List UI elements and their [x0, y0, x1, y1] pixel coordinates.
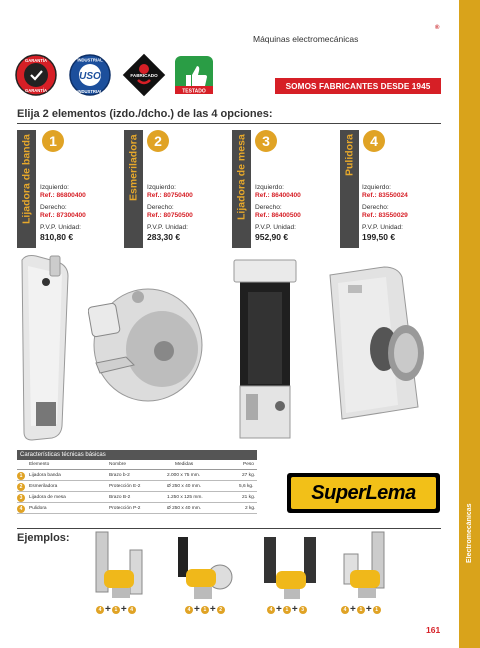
option-4-price-label: P.V.P. Unidad: — [362, 223, 403, 231]
industrial-text-top: INDUSTRIAL — [77, 57, 103, 63]
option-2-left-ref: Ref.: 80750400 — [147, 191, 193, 199]
plus-icon: + — [365, 603, 372, 615]
row-number: 2 — [17, 483, 25, 491]
example-2-photo — [170, 533, 236, 603]
combo-right: 2 — [217, 606, 225, 614]
garantia-badge-icon — [14, 53, 58, 97]
combo-left: 4 — [267, 606, 275, 614]
combo-left: 4 — [96, 606, 104, 614]
row-peso: 2 kg. — [245, 506, 256, 511]
option-4-number: 4 — [363, 130, 385, 152]
row-nombre: Brazo b-2 — [109, 473, 130, 478]
garantia-text-bottom: GARANTÍA — [24, 88, 48, 93]
option-3-right-label: Derecho: — [255, 203, 282, 211]
grinder-photo — [88, 283, 206, 415]
combo-center: 1 — [357, 606, 365, 614]
example-1-photo — [90, 530, 152, 602]
combo-right: 3 — [299, 606, 307, 614]
uso-industrial-badge-icon — [68, 53, 112, 97]
row-medidas: 2.000 x 75 mm. — [167, 473, 201, 478]
polisher-photo — [320, 263, 444, 427]
table-row — [17, 482, 257, 492]
example-3-photo — [256, 533, 326, 603]
registered-mark: ® — [435, 25, 440, 31]
row-nombre: Brazo B-2 — [109, 495, 131, 500]
option-4-right-label: Derecho: — [362, 203, 389, 211]
row-elemento: Esmeriladora — [29, 484, 58, 489]
option-4-price: 199,50 € — [362, 231, 396, 242]
option-3-left-label: Izquierdo: — [255, 184, 284, 191]
option-2-tab — [124, 130, 143, 248]
specs-header: Características técnicas básicas — [17, 450, 257, 460]
option-4-details — [362, 184, 408, 242]
combo-left: 4 — [185, 606, 193, 614]
plus-icon: + — [194, 603, 200, 615]
main-heading: Elija 2 elementos (izdo./dcho.) de las 4 opciones: — [17, 108, 273, 120]
option-2-right-ref: Ref.: 80750500 — [147, 211, 193, 219]
example-2-combo — [185, 604, 225, 615]
option-4-right-ref: Ref.: 83550029 — [362, 211, 408, 219]
row-elemento: Lijadora banda — [29, 473, 61, 478]
fabricantes-banner: SOMOS FABRICANTES DESDE 1945 — [275, 78, 441, 94]
option-3-number: 3 — [255, 130, 277, 152]
example-1-combo — [96, 604, 136, 615]
row-peso: 21 kg. — [242, 495, 256, 500]
belt-sander-photo — [14, 252, 74, 442]
combo-right: 1 — [373, 606, 381, 614]
fabricado-text: FABRICADO — [130, 73, 158, 78]
table-sander-photo — [232, 256, 298, 442]
option-1-left-label: Izquierdo: — [40, 184, 69, 191]
plus-icon: + — [291, 603, 298, 615]
option-4-left-label: Izquierdo: — [362, 184, 391, 191]
row-number: 1 — [17, 472, 25, 480]
testado-badge-icon — [172, 53, 216, 97]
row-nombre: Protección E-2 — [109, 484, 141, 489]
option-3-price: 952,90 € — [255, 231, 289, 242]
testado-text: TESTADO — [182, 88, 206, 95]
option-3-left-ref: Ref.: 86400400 — [255, 191, 301, 199]
option-2-price-label: P.V.P. Unidad: — [147, 223, 188, 231]
combo-center: 1 — [201, 606, 209, 614]
combo-center: 1 — [283, 606, 291, 614]
option-2-number: 2 — [147, 130, 169, 152]
page-number: 161 — [426, 625, 441, 635]
row-medidas: Ø 250 x 40 mm. — [167, 484, 202, 489]
plus-icon: + — [120, 603, 127, 615]
uso-text: USO — [79, 71, 101, 82]
option-2-left-label: Izquierdo: — [147, 184, 176, 191]
plus-icon: + — [105, 603, 111, 615]
option-1-left-ref: Ref.: 86800400 — [40, 191, 86, 199]
plus-icon: + — [209, 603, 216, 615]
row-number: 3 — [17, 494, 25, 502]
option-4-tab — [340, 130, 359, 248]
table-row — [17, 504, 257, 514]
option-4-name: Pulidora — [343, 134, 356, 177]
option-1-right-label: Derecho: — [40, 203, 67, 211]
row-number: 4 — [17, 505, 25, 513]
option-3-price-label: P.V.P. Unidad: — [255, 223, 296, 231]
combo-right: 4 — [128, 606, 136, 614]
option-1-price-label: P.V.P. Unidad: — [40, 223, 81, 231]
option-1-tab — [17, 130, 36, 248]
option-3-tab — [232, 130, 251, 248]
combo-center: 1 — [112, 606, 120, 614]
examples-divider — [17, 528, 441, 529]
heading-divider — [17, 123, 441, 124]
sidebar-label: Electromecánicas — [466, 503, 473, 563]
option-3-right-ref: Ref.: 86400500 — [255, 211, 301, 219]
row-elemento: Lijadora de mesa — [29, 495, 66, 500]
option-2-right-label: Derecho: — [147, 203, 174, 211]
examples-heading: Ejemplos: — [17, 532, 70, 544]
col-medidas: Medidas — [175, 462, 194, 467]
option-1-name: Lijadora de banda — [20, 134, 33, 224]
example-3-combo — [267, 604, 307, 615]
option-2-details — [147, 184, 193, 242]
col-elemento: Elemento — [29, 462, 50, 467]
industrial-text-bottom: INDUSTRIAL — [77, 89, 103, 94]
row-peso: 27 kg. — [242, 473, 256, 478]
row-peso: 5,6 kg. — [239, 484, 254, 489]
option-3-name: Lijadora de mesa — [235, 134, 248, 220]
row-nombre: Protección P-2 — [109, 506, 141, 511]
fabricado-badge-icon — [122, 53, 166, 97]
plus-icon: + — [350, 603, 356, 615]
page-title: Máquinas electromecánicas — [253, 34, 359, 44]
option-2-name: Esmeriladora — [127, 134, 140, 201]
example-4-photo — [338, 530, 400, 602]
row-medidas: Ø 250 x 40 mm. — [167, 506, 202, 511]
plus-icon: + — [276, 603, 282, 615]
col-nombre: Nombre — [109, 462, 127, 467]
table-row — [17, 493, 257, 503]
garantia-text-top: GARANTÍA — [24, 58, 48, 63]
superlema-logo — [287, 473, 440, 513]
option-1-right-ref: Ref.: 87300400 — [40, 211, 86, 219]
option-4-left-ref: Ref.: 83550024 — [362, 191, 408, 199]
option-1-number: 1 — [42, 130, 64, 152]
row-medidas: 1.250 x 125 mm. — [167, 495, 203, 500]
option-3-details — [255, 184, 301, 242]
table-row — [17, 471, 257, 481]
col-peso: Peso — [243, 462, 254, 467]
option-2-price: 283,30 € — [147, 231, 181, 242]
option-1-price: 810,80 € — [40, 231, 74, 242]
row-elemento: Pulidora — [29, 506, 47, 511]
combo-left: 4 — [341, 606, 349, 614]
option-1-details — [40, 184, 86, 242]
superlema-logo-text: SuperLema — [291, 477, 436, 509]
example-4-combo — [341, 604, 381, 615]
specs-column-headers — [17, 461, 257, 470]
